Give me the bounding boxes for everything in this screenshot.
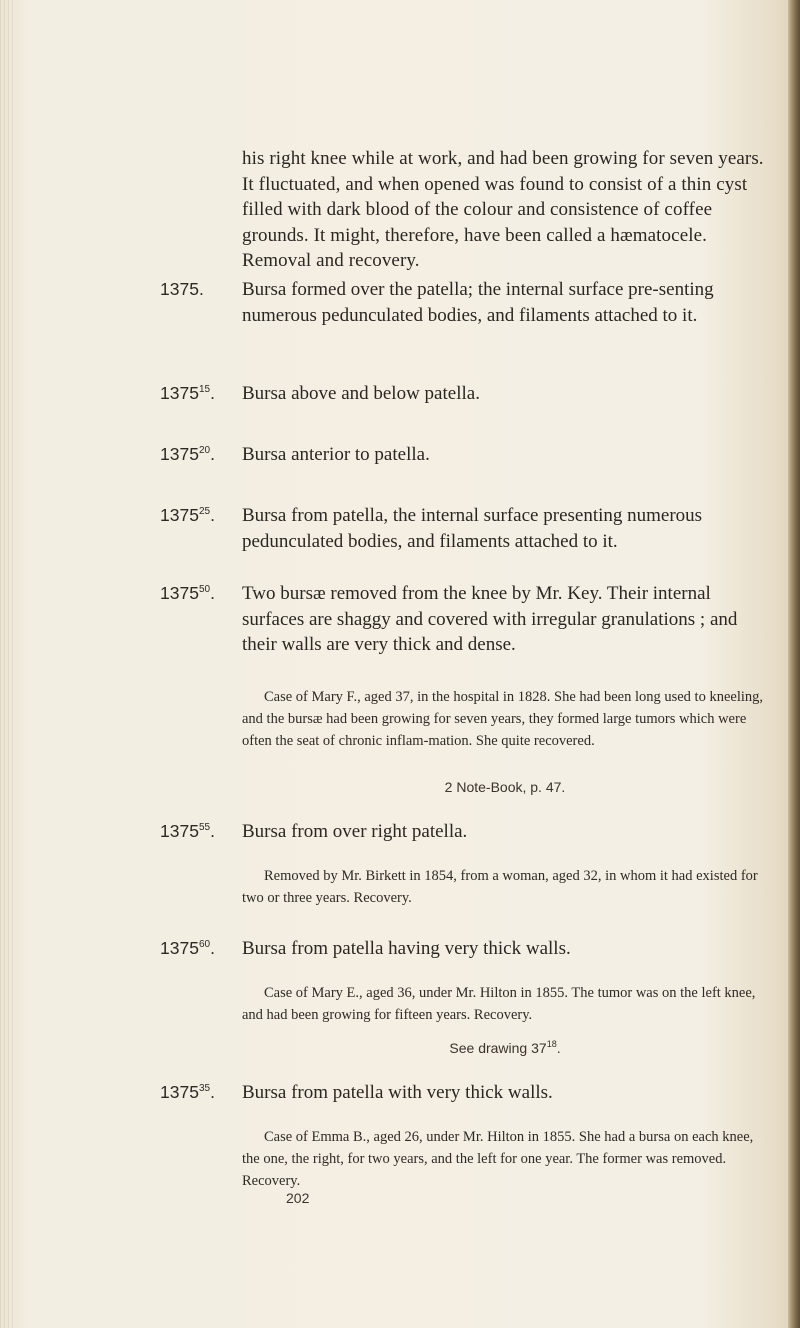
reference-1375-50: 2 Note-Book, p. 47. <box>444 779 566 795</box>
entry-text-1375-60: Bursa from patella having very thick walls. <box>242 938 571 959</box>
case-note-1375-60: Case of Mary E., aged 36, under Mr. Hilton in 1855. The tumor was on the left knee, and had been growing for fifteen years. Recovery. <box>242 985 756 1023</box>
entry-number-1375-20: 1375$^{20}$. <box>160 444 215 464</box>
entry-text-1375-50: Two bursæ removed from the knee by Mr. Key. Their internal surfaces are shaggy and covered with irregular granulations ; and their walls are very thick and dense. <box>242 583 738 655</box>
entry-text-1375-35: Bursa from patella with very thick walls. <box>242 1082 553 1103</box>
entry-number-1375-35: 1375$^{35}$. <box>160 1082 215 1102</box>
entry-number-1375-15: 1375$^{15}$. <box>160 383 215 403</box>
entry-number-1375-50: 1375$^{50}$. <box>160 583 215 603</box>
entry-text-1375-15: Bursa above and below patella. <box>242 383 480 404</box>
entry-text-1375: Bursa formed over the patella; the internal surface pre-senting numerous pedunculated bodies, and filaments attached to it. <box>242 279 714 326</box>
entry-number-1375: 1375. <box>160 279 204 299</box>
intro-paragraph: his right knee while at work, and had been growing for seven years. It fluctuated, and when opened was found to consist of a thin cyst filled with dark blood of the colour and consistence of coffee grounds. It might, therefore, have been called a hæmatocele. Removal and recovery. <box>242 148 764 271</box>
entry-number-1375-60: 1375$^{60}$. <box>160 938 215 958</box>
entry-number-1375-55: 1375$^{55}$. <box>160 821 215 841</box>
case-note-1375-50: Case of Mary F., aged 37, in the hospital in 1828. She had been long used to kneeling, and the bursæ had been growing for seven years, they formed large tumors which were often the seat of chronic inflam-mation. She quite recovered. <box>242 689 764 749</box>
case-note-1375-35: Case of Emma B., aged 26, under Mr. Hilton in 1855. She had a bursa on each knee, the one, the right, for two years, and the left for one year. The former was removed. Recovery. <box>242 1129 754 1189</box>
reference-1375-60: See drawing $37^{18}$. <box>449 1039 561 1056</box>
page-left-edge <box>0 0 16 1328</box>
page-number: 202 <box>286 1190 310 1206</box>
entry-text-1375-25: Bursa from patella, the internal surface presenting numerous pedunculated bodies, and filaments attached to it. <box>242 505 703 552</box>
entry-text-1375-20: Bursa anterior to patella. <box>242 444 430 465</box>
page-binding-edge <box>788 0 800 1328</box>
case-note-1375-55: Removed by Mr. Birkett in 1854, from a woman, aged 32, in whom it had existed for two or three years. Recovery. <box>242 868 758 906</box>
entry-text-1375-55: Bursa from over right patella. <box>242 821 468 842</box>
entry-number-1375-25: 1375$^{25}$. <box>160 505 215 525</box>
